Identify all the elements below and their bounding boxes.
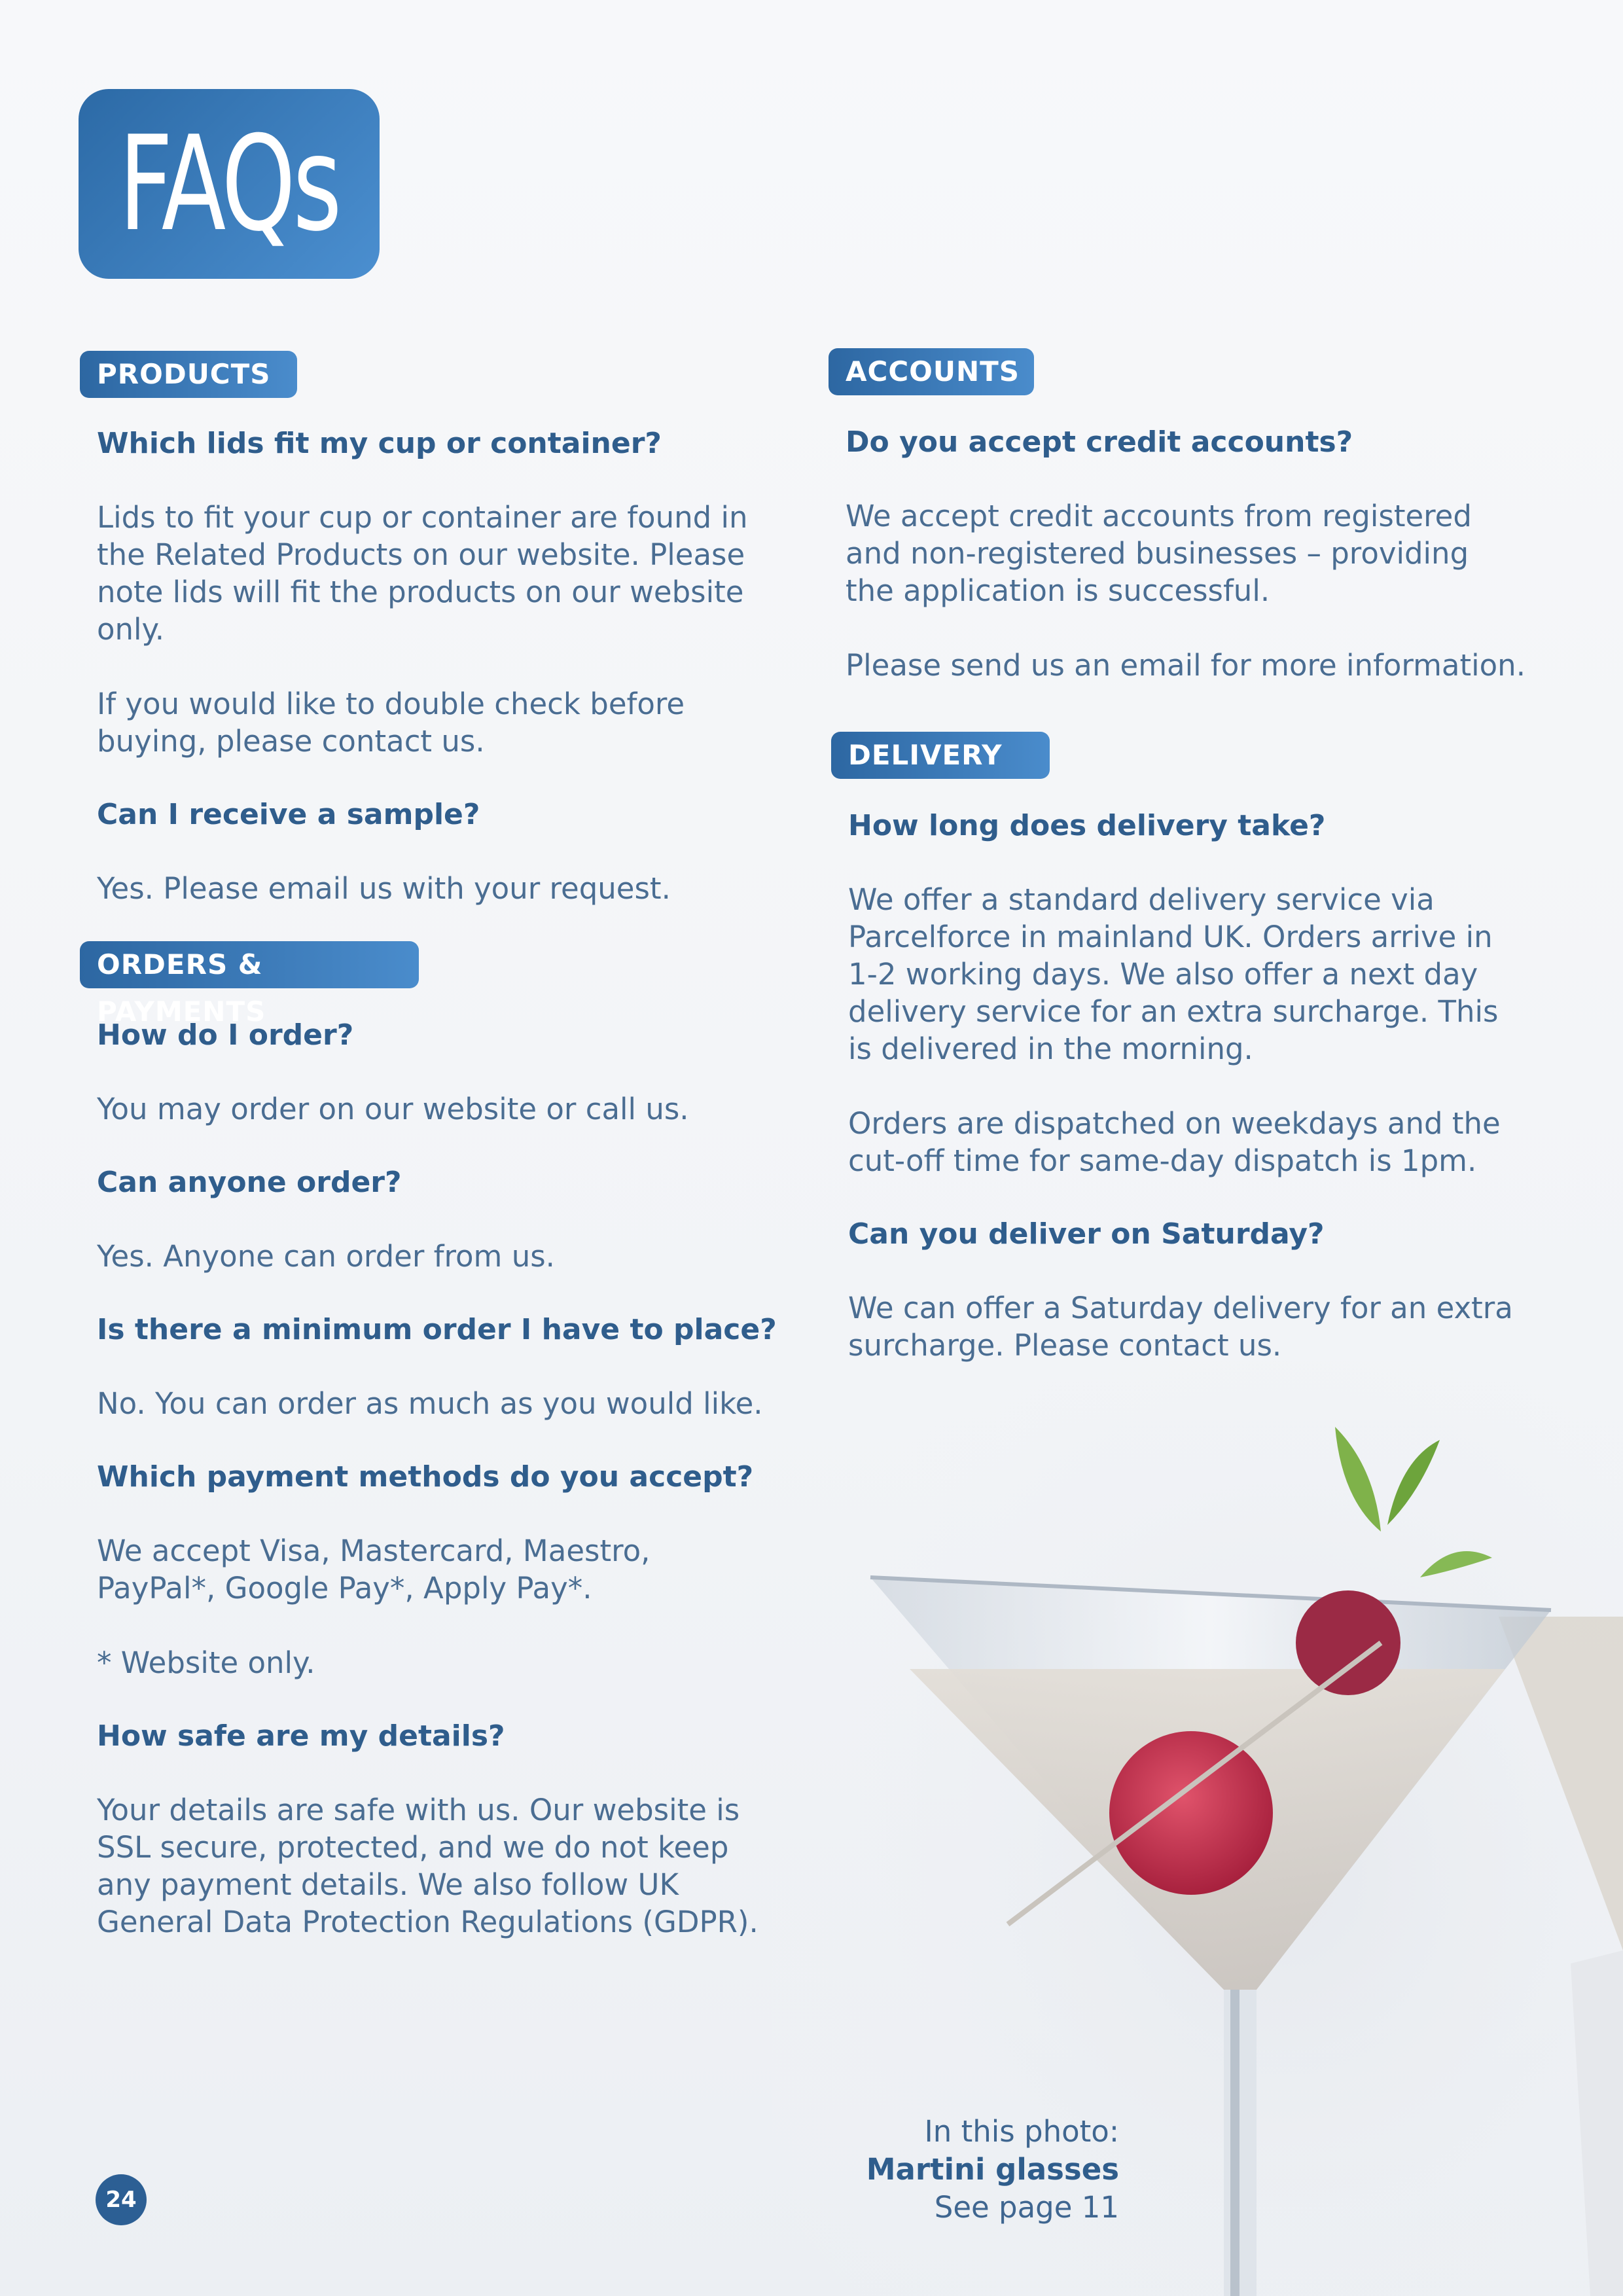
photo-caption (844, 2113, 1119, 2227)
question: Which payment methods do you accept? (97, 1460, 754, 1494)
answer: * Website only. (97, 1645, 315, 1680)
orders-faq (97, 1017, 777, 1941)
page-title: FAQs (79, 89, 380, 279)
answer: We accept Visa, Mastercard, Maestro, PayPal*, Google Pay*, Apply Pay*. (97, 1534, 651, 1605)
question: Can I receive a sample? (97, 798, 480, 831)
question: Do you accept credit accounts? (846, 425, 1353, 459)
answer: Yes. Please email us with your request. (97, 871, 671, 906)
answer: We can offer a Saturday delivery for an extra surcharge. Please contact us. (848, 1291, 1513, 1363)
question: Can anyone order? (97, 1166, 402, 1199)
answer: No. You can order as much as you would like. (97, 1386, 763, 1421)
section-label-delivery: DELIVERY (831, 732, 1050, 779)
question: Which lids fit my cup or container? (97, 427, 662, 460)
products-faq (97, 425, 777, 907)
caption-product: Martini glasses (866, 2152, 1119, 2187)
answer: Orders are dispatched on weekdays and the cut-off time for same-day dispatch is 1pm. (848, 1106, 1501, 1178)
answer: If you would like to double check before buying, please contact us. (97, 687, 685, 759)
answer: We accept credit accounts from registered and non-registered businesses – providing the application is successful. (846, 499, 1472, 608)
answer: We offer a standard delivery service via Parcelforce in mainland UK. Orders arrive in 1-2 working days. We also offer a next day delivery service for an extra surcharge. This is delivered in the morning. (848, 882, 1499, 1066)
answer: Please send us an email for more information. (846, 648, 1525, 683)
section-label-products: PRODUCTS (80, 351, 297, 398)
section-label-orders: ORDERS & PAYMENTS (80, 941, 419, 988)
delivery-faq (848, 808, 1529, 1364)
answer: Yes. Anyone can order from us. (97, 1239, 555, 1274)
question: Can you deliver on Saturday? (848, 1217, 1325, 1251)
question: How do I order? (97, 1018, 354, 1052)
answer: You may order on our website or call us. (97, 1092, 689, 1126)
caption-page-ref: See page 11 (934, 2190, 1119, 2225)
page-number: 24 (96, 2174, 147, 2225)
answer: Lids to fit your cup or container are found in the Related Products on our website. Please note lids will fit the products on our website only. (97, 500, 748, 647)
question: How safe are my details? (97, 1719, 505, 1753)
question: How long does delivery take? (848, 809, 1326, 842)
question: Is there a minimum order I have to place? (97, 1313, 777, 1346)
caption-intro: In this photo: (924, 2114, 1119, 2149)
section-label-accounts: ACCOUNTS (829, 348, 1034, 395)
answer: Your details are safe with us. Our website is SSL secure, protected, and we do not keep any payment details. We also follow UK General Data Protection Regulations (GDPR). (97, 1793, 758, 1939)
accounts-faq (846, 424, 1526, 684)
